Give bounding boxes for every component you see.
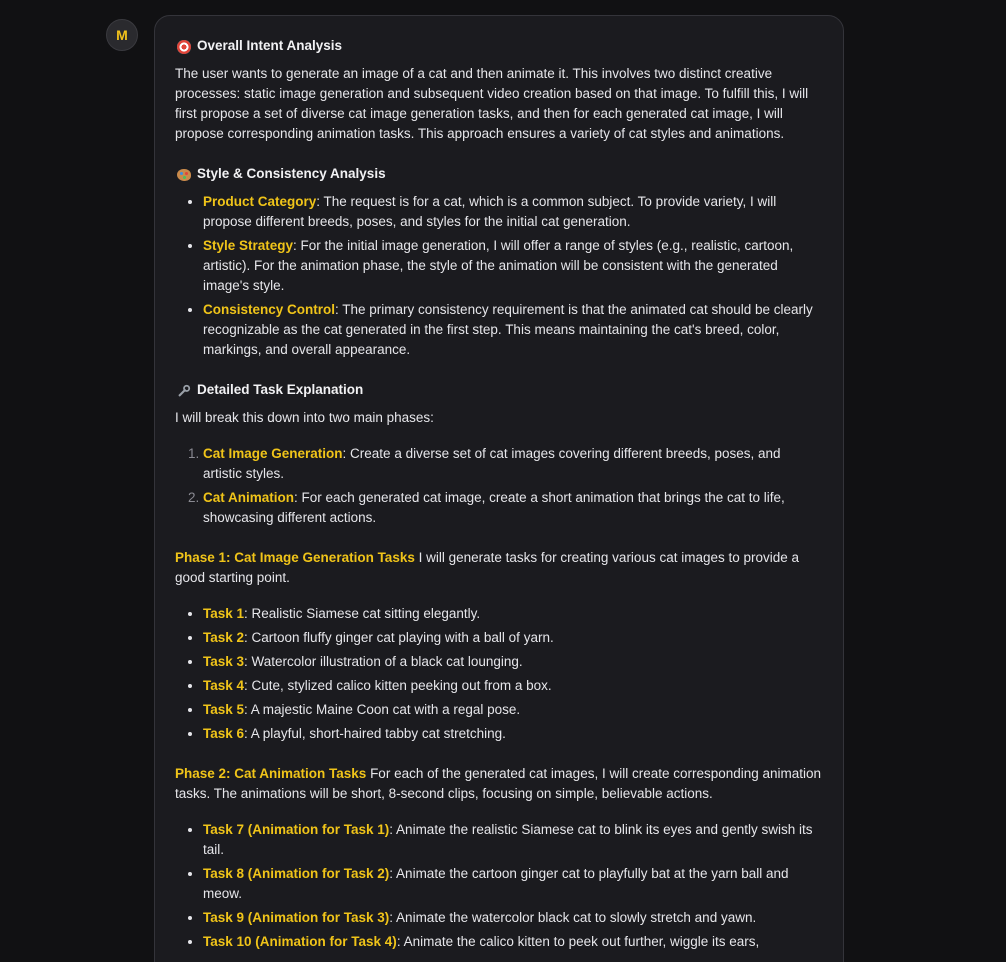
style-list (175, 192, 823, 360)
item-text: : Animate the calico kitten to peek out further, wiggle its ears, (396, 934, 760, 949)
item-label: Task 7 (Animation for Task 1) (203, 822, 390, 837)
list-item (203, 236, 823, 296)
list-item (203, 700, 823, 720)
item-label: Cat Animation (203, 490, 294, 505)
list-item (203, 820, 823, 860)
phase2-intro (175, 764, 823, 804)
list-item (203, 724, 823, 744)
list-item (203, 604, 823, 624)
item-text: : A playful, short-haired tabby cat stretching. (244, 726, 506, 741)
item-text: : The request is for a cat, which is a common subject. To provide variety, I will propose different breeds, poses, and styles for the initial cat generation. (203, 194, 777, 229)
intent-body: The user wants to generate an image of a cat and then animate it. This involves two distinct creative processes: static image generation and subsequent video creation based on that image. To fulfill this, I will first propose a set of diverse cat image generation tasks, and then for each generated cat image, I will propose corresponding animation tasks. This approach ensures a variety of cat styles and animations. (175, 66, 809, 141)
item-text: : For the initial image generation, I will offer a range of styles (e.g., realistic, cartoon, artistic). For the animation phase, the style of the animation will be consistent with the generated image's style. (203, 238, 794, 293)
phase1-text: I will generate tasks for creating various cat images to provide a good starting point. (175, 550, 800, 585)
item-label: Task 2 (203, 630, 245, 645)
list-item (203, 908, 823, 928)
tasks-title: Detailed Task Explanation (197, 382, 364, 397)
style-heading (175, 164, 823, 184)
item-label: Task 5 (203, 702, 245, 717)
item-label: Style Strategy (203, 238, 294, 253)
item-text: : For each generated cat image, create a short animation that brings the cat to life, showcasing different actions. (203, 490, 785, 525)
list-item (203, 864, 823, 904)
item-label: Task 6 (203, 726, 245, 741)
phase1-intro (175, 548, 823, 588)
item-text: : A majestic Maine Coon cat with a regal pose. (244, 702, 521, 717)
list-item (203, 628, 823, 648)
item-text: : Cartoon fluffy ginger cat playing with a ball of yarn. (244, 630, 554, 645)
list-item (203, 932, 823, 952)
item-text: : Watercolor illustration of a black cat lounging. (244, 654, 523, 669)
item-text: : Animate the cartoon ginger cat to playfully bat at the yarn ball and meow. (203, 866, 789, 901)
list-item (203, 488, 823, 528)
phase2-label: Phase 2: Cat Animation Tasks (175, 766, 367, 781)
phase1-task-list (175, 604, 823, 744)
item-label: Task 1 (203, 606, 245, 621)
item-label: Task 9 (Animation for Task 3) (203, 910, 390, 925)
item-label: Task 8 (Animation for Task 2) (203, 866, 390, 881)
item-text: : Animate the realistic Siamese cat to blink its eyes and gently swish its tail. (203, 822, 813, 857)
list-item (203, 192, 823, 232)
wrench-icon (175, 380, 193, 400)
palette-icon (175, 164, 193, 184)
intent-title: Overall Intent Analysis (197, 38, 343, 53)
assistant-message-bubble (154, 15, 844, 962)
phase1-label: Phase 1: Cat Image Generation Tasks (175, 550, 415, 565)
list-item (203, 444, 823, 484)
phase2-task-list (175, 820, 823, 952)
item-label: Task 3 (203, 654, 245, 669)
item-label: Product Category (203, 194, 317, 209)
target-icon (175, 36, 193, 56)
item-text: : Realistic Siamese cat sitting elegantly. (244, 606, 481, 621)
item-text: : Create a diverse set of cat images covering different breeds, poses, and artistic styles. (203, 446, 781, 481)
avatar-initial: M (116, 27, 128, 43)
item-label: Cat Image Generation (203, 446, 343, 461)
list-item (203, 300, 823, 360)
item-text: : Animate the watercolor black cat to slowly stretch and yawn. (389, 910, 757, 925)
tasks-intro: I will break this down into two main phases: (175, 410, 434, 425)
item-label: Task 4 (203, 678, 245, 693)
style-title: Style & Consistency Analysis (197, 166, 386, 181)
phase-list (175, 444, 823, 528)
assistant-avatar (106, 19, 138, 51)
phase2-text: For each of the generated cat images, I will create corresponding animation tasks. The animations will be short, 8-second clips, focusing on simple, believable actions. (175, 766, 822, 801)
item-text: : The primary consistency requirement is that the animated cat should be clearly recognizable as the cat generated in the first step. This means maintaining the cat's breed, color, markings, and overall appearance. (203, 302, 813, 357)
item-label: Consistency Control (203, 302, 336, 317)
list-item (203, 652, 823, 672)
item-label: Task 10 (Animation for Task 4) (203, 934, 397, 949)
list-item (203, 676, 823, 696)
intent-heading (175, 36, 823, 56)
item-text: : Cute, stylized calico kitten peeking out from a box. (244, 678, 552, 693)
tasks-heading (175, 380, 823, 400)
